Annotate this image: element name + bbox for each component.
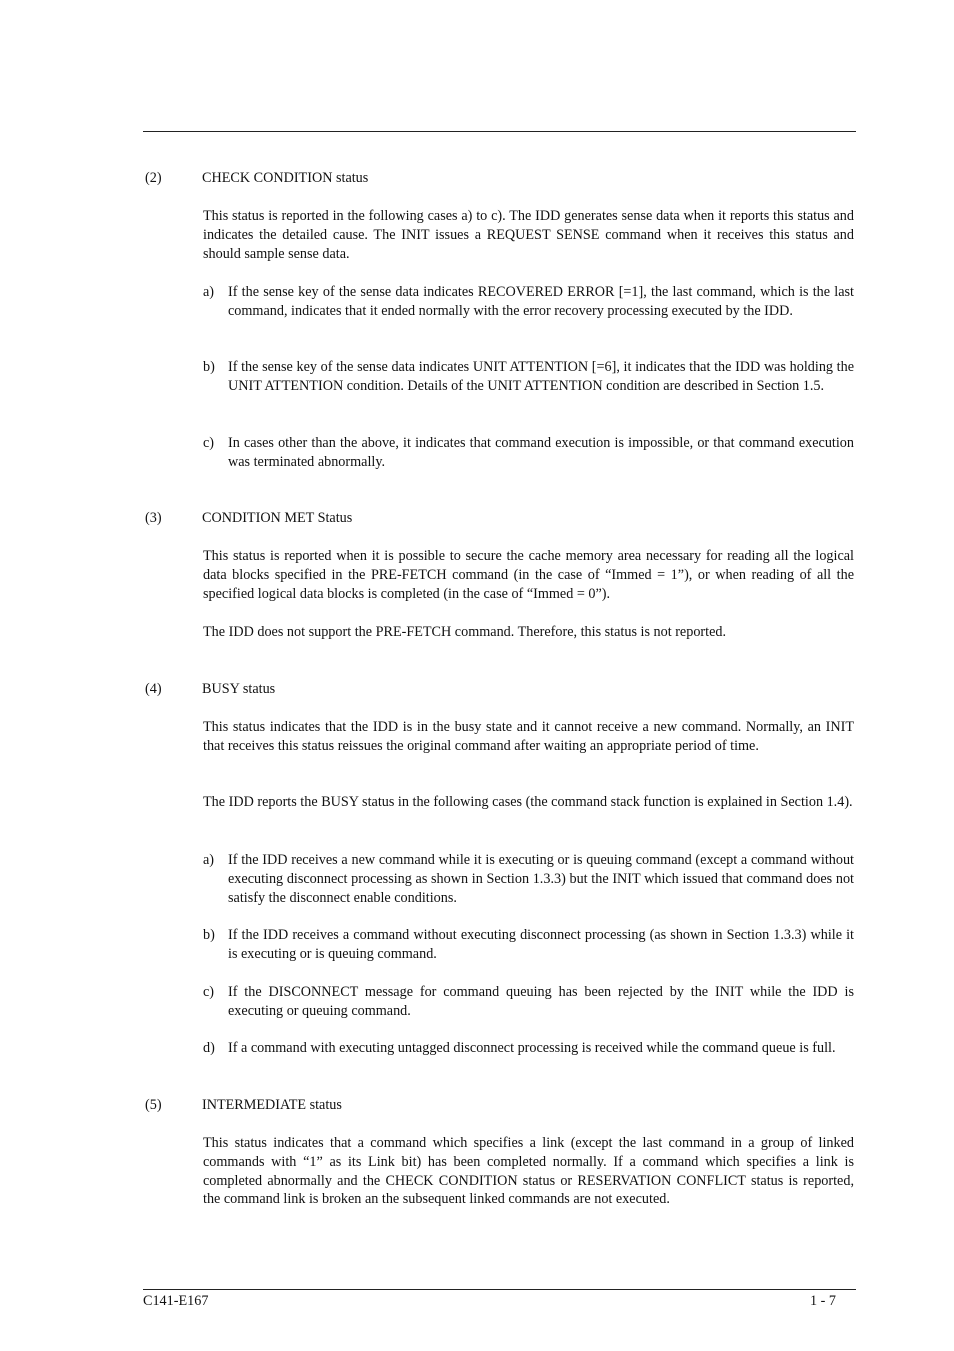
section-title: INTERMEDIATE status (202, 1097, 342, 1113)
list-item-text: If the sense key of the sense data indicates UNIT ATTENTION [=6], it indicates that the IDD was holding the UNIT ATTENTION condition. Details of the UNIT ATTENTION condition are described in Section 1.5. (228, 359, 854, 394)
list-item-label: c) (203, 984, 215, 1000)
section-number: (2) (145, 170, 162, 186)
list-item-text: If the sense key of the sense data indicates RECOVERED ERROR [=1], the last command, which is the last command, indicates that it ended normally with the error recovery processing executed by the IDD. (228, 284, 854, 319)
list-item (203, 283, 854, 321)
list-item-label: a) (203, 852, 215, 868)
footer-rule (143, 1289, 856, 1290)
list-item (203, 1039, 854, 1058)
header-rule (143, 131, 856, 132)
list-item (203, 851, 854, 907)
paragraph: This status indicates that the IDD is in the busy state and it cannot receive a new command. Normally, an INIT that receives this status reissues the original command after waiting an appropriate period of time. (203, 719, 854, 754)
list-item-text: If a command with executing untagged disconnect processing is received while the command queue is full. (228, 1040, 836, 1056)
list-item-text: If the IDD receives a command without executing disconnect processing (as shown in Section 1.3.3) while it is executing or is queuing command. (228, 927, 854, 962)
footer-page-number: 1 - 7 (810, 1293, 837, 1309)
list-item (203, 358, 854, 396)
list-item-text: If the IDD receives a new command while it is executing or is queuing command (except a command without executing disconnect processing as shown in Section 1.3.3) but the INIT which issued that command does not satisfy the disconnect enable conditions. (228, 852, 854, 906)
section-title: CONDITION MET Status (202, 510, 353, 526)
section-number: (5) (145, 1097, 162, 1113)
footer-doc-number: C141-E167 (143, 1293, 209, 1309)
list-item (203, 434, 854, 472)
list-item (203, 983, 854, 1021)
list-item-label: b) (203, 359, 215, 375)
section-title: BUSY status (202, 681, 276, 697)
paragraph: This status is reported in the following cases a) to c). The IDD generates sense data when it reports this status and indicates the detailed cause. The INIT issues a REQUEST SENSE command when it receives this status and should sample sense data. (203, 208, 854, 262)
list-item-text: If the DISCONNECT message for command queuing has been rejected by the INIT while the IDD is executing or queuing command. (228, 984, 854, 1019)
list-item-label: a) (203, 284, 215, 300)
list-item-text: In cases other than the above, it indicates that command execution is impossible, or that command execution was terminated abnormally. (228, 435, 854, 470)
section-number: (3) (145, 510, 162, 526)
section-title: CHECK CONDITION status (202, 170, 369, 186)
list-item-label: d) (203, 1040, 215, 1056)
paragraph: The IDD reports the BUSY status in the following cases (the command stack function is explained in Section 1.4). (203, 794, 853, 810)
paragraph: The IDD does not support the PRE-FETCH command. Therefore, this status is not reported. (203, 624, 727, 640)
section-number: (4) (145, 681, 162, 697)
list-item-label: c) (203, 435, 215, 451)
list-item (203, 926, 854, 964)
list-item-label: b) (203, 927, 215, 943)
paragraph: This status is reported when it is possible to secure the cache memory area necessary for reading all the logical data blocks specified in the PRE-FETCH command (in the case of “Immed = 1”), or when reading of all the specified logical data blocks is completed (in the case of “Immed = 0”). (203, 548, 854, 602)
paragraph: This status indicates that a command which specifies a link (except the last command in a group of linked commands with “1” as its Link bit) has been completed normally. If a command which specifies a link is completed abnormally and the CHECK CONDITION status or RESERVATION CONFLICT status is reported, the command link is broken an the subsequent linked commands are not executed. (203, 1135, 854, 1208)
